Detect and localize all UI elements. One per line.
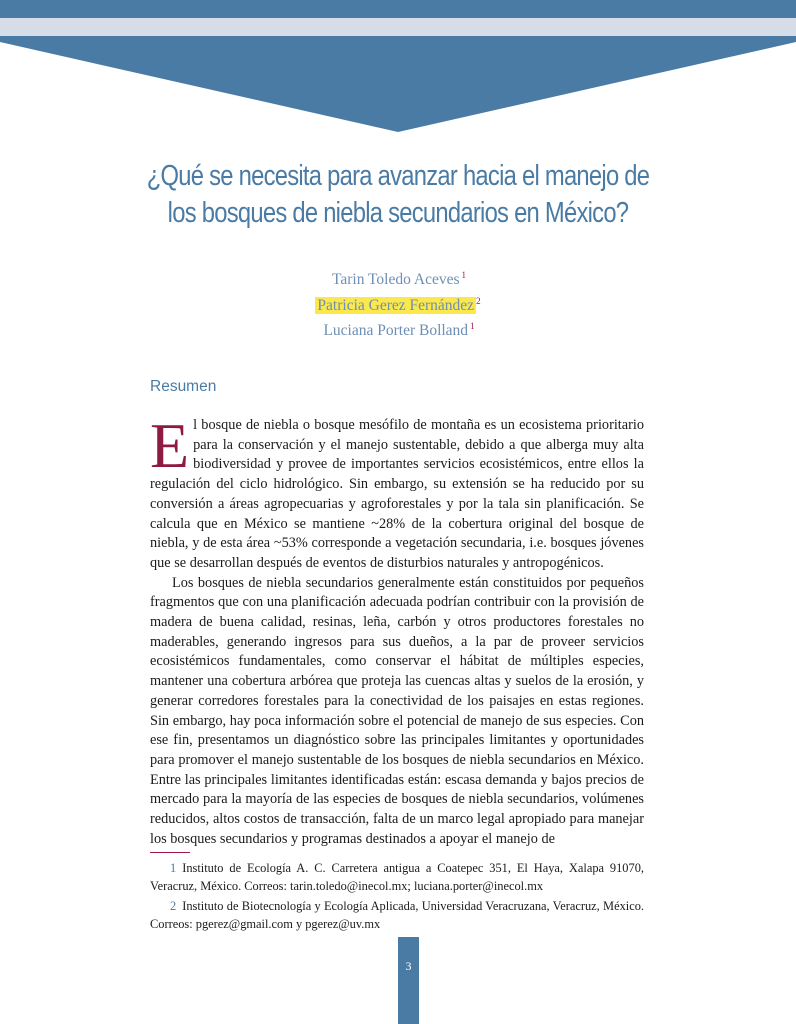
abstract-body <box>150 410 644 849</box>
footnote-number: 1 <box>170 861 177 875</box>
title-line-2: los bosques de niebla secundarios en México? <box>167 197 629 229</box>
author-affiliation: 1 <box>470 321 475 331</box>
header-top-stripe <box>0 0 796 18</box>
author-2 <box>0 291 796 317</box>
paragraph-1-text: l bosque de niebla o bosque mesófilo de montaña es un ecosistema prioritario para la conservación y el manejo sustentable, debido a que alberga muy alta biodiversidad y provee de importantes servicios ecosistémicos, entre ellos la regulación del ciclo hidrológico. Sin embargo, su extensión se ha reducido por su conversión a áreas agropecuarias y agroforestales y por la tala sin planificación. Se calcula que en México se mantiene ~28% de la cobertura original del bosque de niebla, y de esta área ~53% corresponde a vegetación secundaria, i.e. bosques jóvenes que se desarrollan después de eventos de disturbios naturales y antropogénicos. <box>150 417 644 571</box>
title-line-1: ¿Qué se necesita para avanzar hacia el manejo de <box>146 160 650 192</box>
author-1 <box>0 265 796 291</box>
author-affiliation: 2 <box>476 295 481 306</box>
header-banner <box>0 0 796 135</box>
footnote-number: 2 <box>170 899 177 913</box>
drop-cap: E <box>150 410 190 481</box>
footnote-divider <box>150 852 190 853</box>
author-list <box>0 265 796 342</box>
header-light-stripe <box>0 18 796 36</box>
author-name: Patricia Gerez Fernández <box>317 296 475 314</box>
article-title <box>72 158 725 232</box>
footnote-text: Instituto de Biotecnología y Ecología Aplicada, Universidad Veracruzana, Veracruz, México. Correos: pgerez@gmail.com y pgerez@uv.mx <box>150 899 644 931</box>
abstract-paragraph-2: Los bosques de niebla secundarios generalmente están constituidos por pequeños fragmentos que con una planificación adecuada podrían contribuir con la provisión de madera de buena calidad, resinas, leña, carbón y otros productores forestales no maderables, generando ingresos para sus dueños, a la par de proveer servicios ecosistémicos fundamentales, como conservar el hábitat de múltiples especies, mantener una cobertura arbórea que proteja las cuencas altas y suelos de la erosión, y generar corredores forestales para la conectividad de los paisajes en estas regiones. Sin embargo, hay poca información sobre el potencial de manejo de sus especies. Con ese fin, presentamos un diagnóstico sobre las principales limitantes y oportunidades para promover el manejo sustentable de los bosques de niebla secundarios en México. Entre las principales limitantes identificadas están: escasa demanda y bajos precios de mercado para la mayoría de las especies de bosques de niebla secundarios, volúmenes reducidos, altos costos de transacción, falta de un marco legal apropiado para manejar los bosques secundarios y programas destinados a apoyar el manejo de <box>150 574 644 847</box>
page-number: 3 <box>405 959 412 973</box>
abstract-paragraph-1 <box>150 410 644 574</box>
footnotes <box>150 859 644 935</box>
author-affiliation: 1 <box>461 270 467 280</box>
author-name: Luciana Porter Bolland <box>323 322 469 339</box>
footnote-text: Instituto de Ecología A. C. Carretera antigua a Coatepec 351, El Haya, Xalapa 91070, Veracruz, México. Correos: tarin.toledo@inecol.mx; luciana.porter@inecol.mx <box>150 861 644 893</box>
footnote-1 <box>150 859 644 895</box>
page-number-tab <box>398 937 419 1024</box>
header-chevron <box>0 36 796 132</box>
section-heading: Resumen <box>150 378 217 395</box>
author-name: Tarin Toledo Aceves <box>331 271 460 288</box>
author-3 <box>0 316 796 342</box>
footnote-2 <box>150 897 644 933</box>
